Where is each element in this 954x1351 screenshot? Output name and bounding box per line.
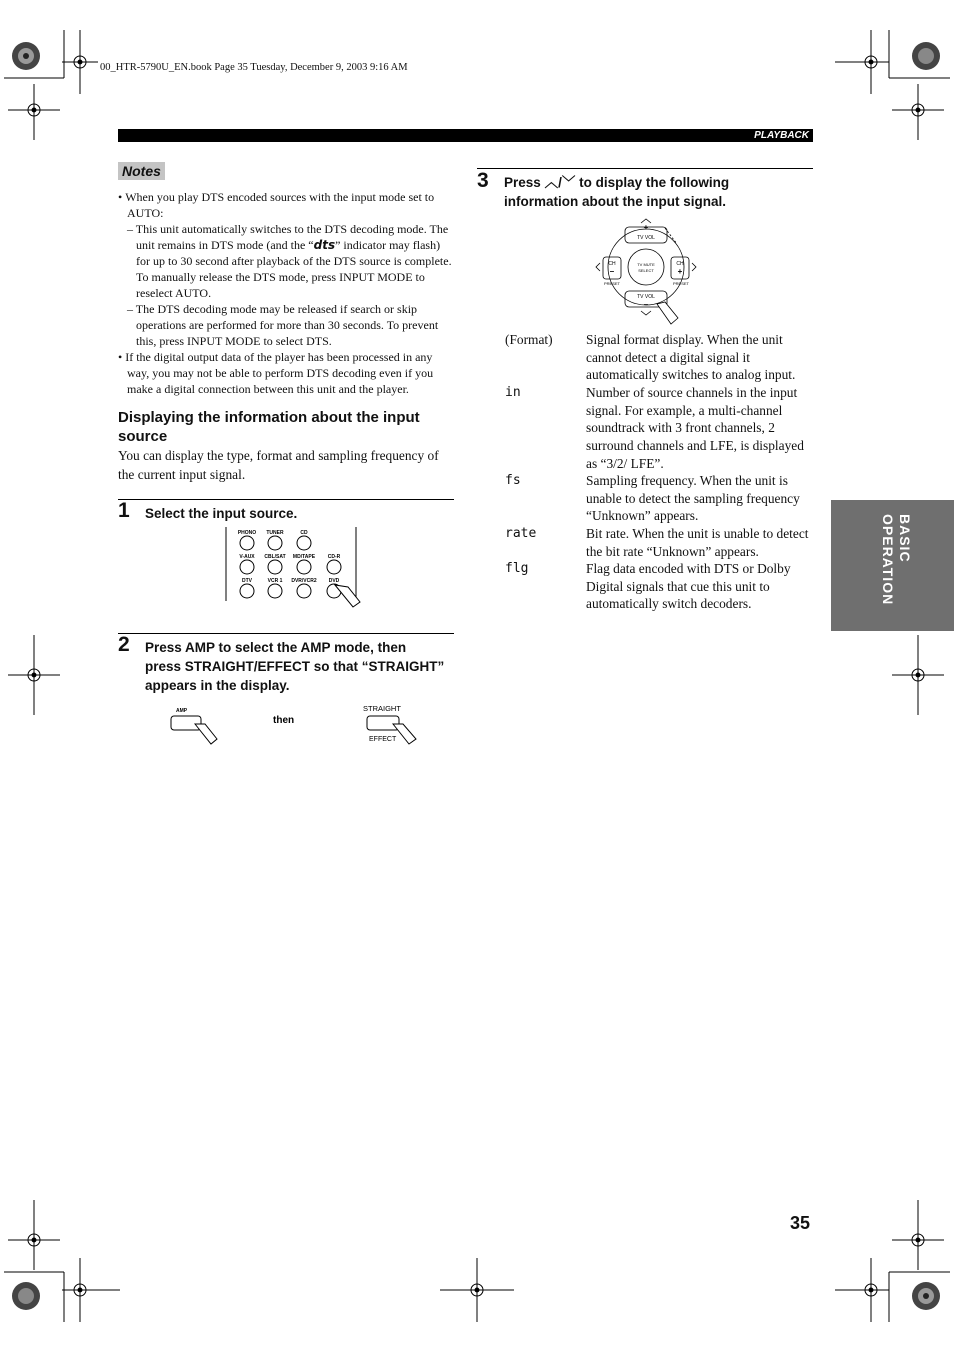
button-label: DVR/VCR2 [291,578,317,584]
info-desc: Bit rate. When the unit is unable to detect the bit rate “Unknown” appears. [586,526,809,559]
note-bullet: • If the digital output data of the player has been processed in any way, you may not be able to perform DTS decoding even if you make a digital connection between this unit and the player. [118,350,434,396]
starburst-icon [912,1282,940,1310]
info-key: in [505,385,521,400]
info-item [505,525,815,560]
crosshair-icon [440,1258,514,1322]
section-label: PLAYBACK [754,130,809,141]
plus-label: + [677,267,683,276]
button-label: V-AUX [239,554,255,560]
crosshair-icon [8,635,60,715]
hand-pointer-icon [393,724,416,744]
book-info: 00_HTR-5790U_EN.book Page 35 Tuesday, December 9, 2003 9:16 AM [100,62,408,73]
note-dash: – The DTS decoding mode may be released if search or skip operations are performed for more than 30 seconds. To prevent this, press INPUT MODE to select DTS. [127,302,439,348]
button-label: CBL/SAT [264,554,286,560]
crosshair-icon [892,1200,944,1270]
side-tab-label: BASIC OPERATION [880,514,913,606]
cursor-down-icon: ﹀ [561,175,576,190]
info-item [505,331,815,384]
ch-label: CH [676,261,684,267]
preset-label: PRESET [603,281,621,286]
info-desc: Sampling frequency. When the unit is unable to detect the sampling frequency “Unknown” appears. [586,473,800,524]
cursor-pad-figure [595,218,705,328]
button-label: DTV [242,578,252,584]
info-key: rate [505,526,537,541]
crosshair-icon [8,84,60,140]
button-label: DVD [328,578,340,584]
button-label: VCR 1 [267,578,283,584]
dts-logo: dts [313,238,336,252]
note-bullet: • When you play DTS encoded sources with the input mode set to AUTO: [118,190,435,220]
notes-title: Notes [118,162,165,180]
step-divider [477,168,813,169]
crosshair-icon [62,1258,120,1322]
amp-label: AMP [176,708,188,714]
info-key: flg [505,561,529,576]
crosshair-icon [835,1258,889,1322]
minus-label: – [643,300,649,309]
starburst-icon [912,42,940,70]
tv-vol-label: TV VOL [637,235,655,241]
plus-label: + [643,223,649,232]
button-label: MD/TAPE [292,554,316,560]
step-text: Press AMP to select the AMP mode, then press STRAIGHT/EFFECT so that “STRAIGHT” appears in the display. [145,640,445,693]
info-desc: Flag data encoded with DTS or Dolby Digital signals that cue this unit to automatically switch decoders. [586,561,791,612]
crosshair-icon [8,1200,60,1270]
hand-pointer-icon [657,302,678,324]
info-desc: Signal format display. When the unit cannot detect a digital signal it automatically switches to analog input. [586,332,796,383]
minus-label: – [609,267,615,276]
step-number: 3 [477,169,489,192]
step-text: Press ︿/﹀ to display the following information about the input signal. [504,175,730,209]
section-body: You can display the type, format and sampling frequency of the current input signal. [118,448,439,482]
input-selector-figure [225,527,365,613]
info-item [505,472,815,525]
page-number: 35 [790,1213,811,1233]
button-label: CD-R [327,554,341,560]
section-header-bar [118,129,813,142]
step-number: 1 [118,499,130,522]
straight-label: STRAIGHT [363,704,401,713]
crosshair-icon [835,30,889,94]
step-number: 2 [118,633,130,656]
crosshair-icon [892,84,944,140]
button-label: PHONO [237,530,257,536]
info-key: (Format) [505,332,553,347]
step-divider [118,633,454,634]
info-desc: Number of source channels in the input signal. For example, a multi-channel soundtrack with 3 front channels, 2 surround channels and LFE, is displayed as “3/2/ LFE”. [586,385,804,471]
crosshair-icon [892,635,944,715]
step-divider [118,499,454,500]
crosshair-icon [62,30,98,94]
tv-mute-label: TV MUTE [637,262,655,267]
info-item [505,384,815,473]
cursor-up-icon: ︿ [544,175,559,190]
notes-list [118,189,454,397]
hand-pointer-icon [195,724,217,744]
starburst-icon [12,42,40,70]
starburst-icon [12,1282,40,1310]
tv-vol-label: TV VOL [637,294,655,300]
info-item [505,560,815,613]
then-label: then [273,715,295,726]
section-heading: Displaying the information about the input source [118,409,420,445]
effect-label: EFFECT [369,736,397,743]
button-label: CD [300,530,308,536]
select-label: SELECT [638,268,654,273]
amp-straight-figure [165,700,425,752]
note-dash: – This unit automatically switches to the DTS decoding mode. The unit remains in DTS mode (and the “dts” indicator may flash) for up to 30 second after playback of the DTS source is complete. To manually release the DTS mode, press INPUT MODE to reselect AUTO. [127,222,452,300]
side-tab [831,500,954,631]
step-text: Select the input source. [145,506,298,521]
ch-label: CH [608,261,616,267]
button-label: TUNER [266,530,284,536]
preset-label: PRESET [672,281,690,286]
info-key: fs [505,473,521,488]
